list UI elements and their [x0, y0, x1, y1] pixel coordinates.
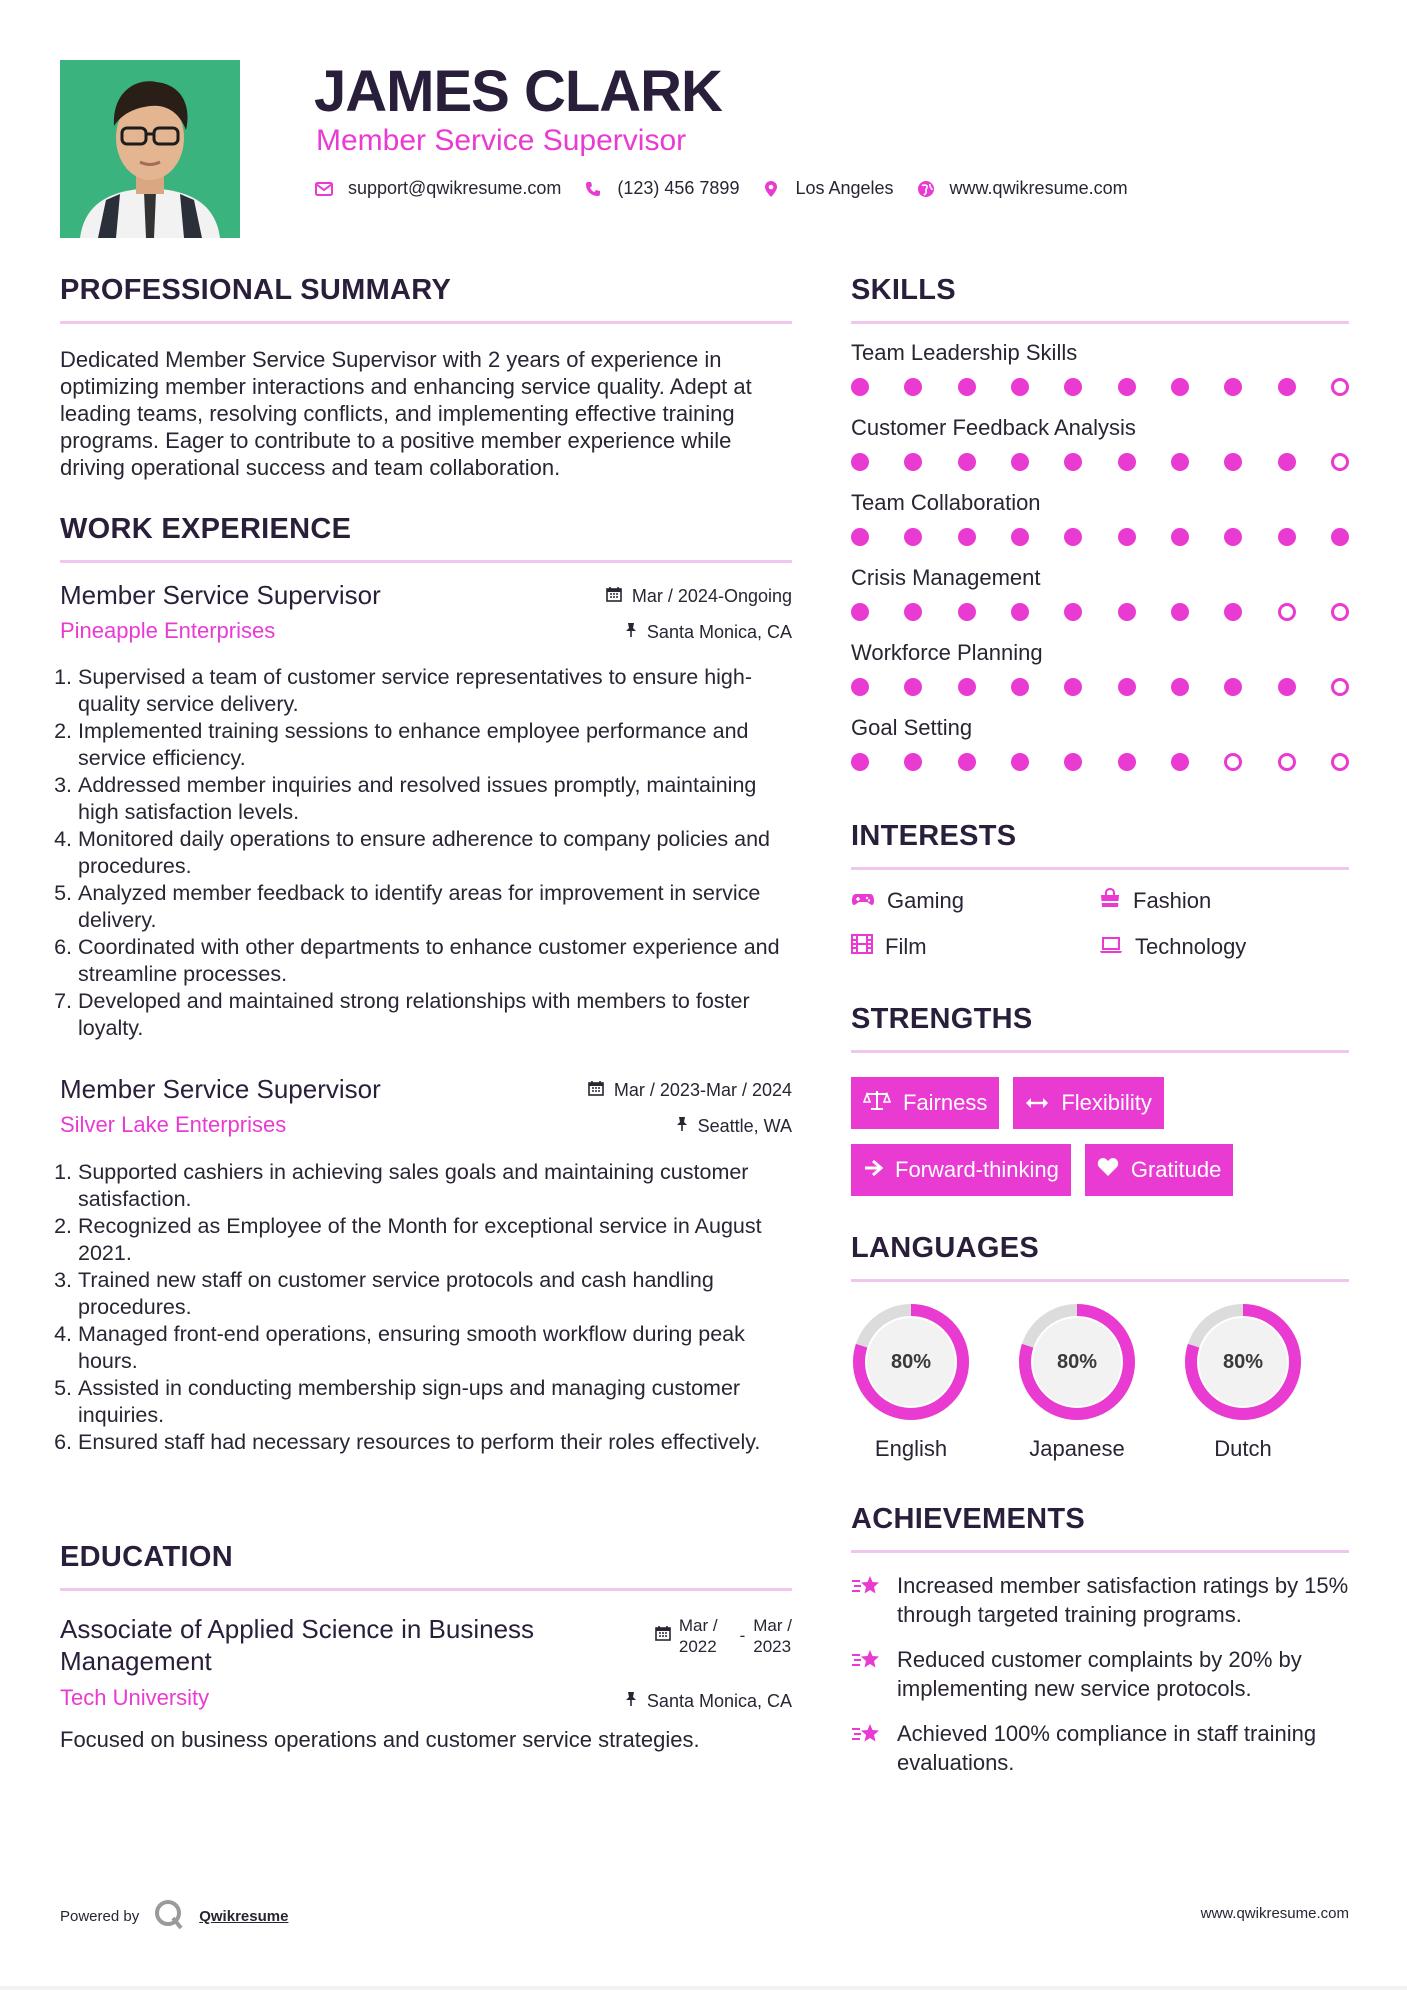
rating-dot-filled — [1171, 753, 1189, 771]
rating-dot-filled — [1171, 453, 1189, 471]
rating-dot-filled — [1118, 378, 1136, 396]
summary-text: Dedicated Member Service Supervisor with 2 years of experience in optimizing member interactions and enhancing service quality. Adept at leading teams, resolving conflicts, and implementing effective training programs. Eager to contribute to a positive member experience while driving operational success and team collaboration. — [60, 347, 752, 480]
calendar-icon — [606, 586, 622, 607]
rating-dot-filled — [851, 678, 869, 696]
strength-chip — [1013, 1077, 1163, 1129]
achievement-text: Reduced customer complaints by 20% by implementing new service protocols. — [897, 1647, 1302, 1701]
list-item: 2. Implemented training sessions to enhance employee performance and service efficiency. — [78, 718, 792, 772]
job-date — [588, 1080, 792, 1101]
language-progress-ring — [851, 1302, 971, 1422]
skill-rating — [851, 595, 1349, 640]
qwikresume-logo-icon — [153, 1898, 185, 1934]
strength-label: Forward-thinking — [895, 1157, 1059, 1182]
arrows-horizontal-icon — [1025, 1090, 1049, 1116]
rating-dot-empty — [1331, 378, 1349, 396]
list-item: 5. Analyzed member feedback to identify areas for improvement in service delivery. — [78, 880, 792, 934]
language-progress-ring — [1183, 1302, 1303, 1422]
school-name: Tech University — [60, 1685, 210, 1710]
skill-name: Crisis Management — [851, 565, 1041, 590]
rating-dot-filled — [958, 528, 976, 546]
degree-line: Management — [60, 1646, 212, 1676]
list-item: 1. Supervised a team of customer service representatives to ensure high-quality service delivery. — [78, 664, 792, 718]
list-item: 3. Trained new staff on customer service protocols and cash handling procedures. — [78, 1267, 792, 1321]
rating-dot-filled — [958, 378, 976, 396]
rating-dot-filled — [1064, 528, 1082, 546]
experience-section — [60, 513, 792, 563]
laptop-icon — [1099, 934, 1123, 960]
strengths-section — [851, 1003, 1349, 1196]
language-percent: 80% — [1056, 1350, 1098, 1373]
skill-rating — [851, 370, 1349, 415]
rating-dot-empty — [1331, 603, 1349, 621]
job-entry — [60, 580, 792, 1042]
language-item — [1183, 1302, 1303, 1462]
rating-dot-empty — [1331, 453, 1349, 471]
skill-item — [851, 715, 1349, 790]
gamepad-icon — [851, 888, 875, 914]
powered-by-text: Powered by — [60, 1907, 140, 1925]
list-item: 4. Managed front-end operations, ensuring smooth workflow during peak hours. — [78, 1321, 792, 1375]
education-description: Focused on business operations and customer service strategies. — [60, 1727, 700, 1752]
rating-dot-empty — [1331, 678, 1349, 696]
rating-dot-filled — [904, 678, 922, 696]
rating-dot-filled — [1011, 453, 1029, 471]
language-item — [1017, 1302, 1137, 1462]
list-item: 6. Coordinated with other departments to enhance customer experience and streamline processes. — [78, 934, 792, 988]
interest-item — [1099, 934, 1349, 960]
list-item: 1. Supported cashiers in achieving sales goals and maintaining customer satisfaction. — [78, 1159, 792, 1213]
list-item: 4. Monitored daily operations to ensure adherence to company policies and procedures. — [78, 826, 792, 880]
duties-list — [60, 664, 792, 1042]
arrow-right-icon — [863, 1157, 883, 1183]
achievement-item — [851, 1571, 1349, 1629]
languages-heading: LANGUAGES — [851, 1232, 1039, 1264]
end-date — [753, 1615, 792, 1657]
skill-name: Team Collaboration — [851, 490, 1041, 515]
rating-dot-filled — [1064, 753, 1082, 771]
skill-item — [851, 640, 1349, 715]
list-item: 7. Developed and maintained strong relationships with members to foster loyalty. — [78, 988, 792, 1042]
strength-label: Fairness — [903, 1090, 988, 1115]
rating-dot-filled — [1011, 528, 1029, 546]
profile-photo — [60, 60, 240, 238]
languages-list — [851, 1302, 1349, 1462]
rating-dot-empty — [1278, 753, 1296, 771]
skill-name: Team Leadership Skills — [851, 340, 1078, 365]
skill-rating — [851, 745, 1349, 790]
skill-item — [851, 490, 1349, 565]
rating-dot-filled — [1118, 678, 1136, 696]
rating-dot-filled — [1278, 378, 1296, 396]
rating-dot-filled — [1064, 678, 1082, 696]
phone-text: (123) 456 7899 — [617, 178, 740, 198]
footer-branding — [60, 1898, 288, 1934]
skill-item — [851, 415, 1349, 490]
rating-dot-filled — [1064, 603, 1082, 621]
interest-label: Gaming — [887, 888, 965, 913]
list-item: 6. Ensured staff had necessary resources to perform their roles effectively. — [78, 1429, 792, 1456]
skill-name: Customer Feedback Analysis — [851, 415, 1136, 440]
list-item: 2. Recognized as Employee of the Month for exceptional service in August 2021. — [78, 1213, 792, 1267]
achievements-heading: ACHIEVEMENTS — [851, 1503, 1086, 1535]
heart-icon — [1097, 1157, 1119, 1183]
date-part: 2022 — [678, 1637, 717, 1656]
shooting-star-icon — [851, 1571, 881, 1629]
language-name: Japanese — [1029, 1436, 1125, 1461]
rating-dot-filled — [1064, 378, 1082, 396]
rating-dot-filled — [1171, 528, 1189, 546]
rating-dot-filled — [1011, 378, 1029, 396]
rating-dot-filled — [1278, 453, 1296, 471]
calendar-icon — [655, 1615, 671, 1646]
job-date-text: Mar / 2024-Ongoing — [631, 586, 792, 606]
skills-heading: SKILLS — [851, 274, 956, 306]
interest-label: Film — [885, 934, 927, 959]
rating-dot-filled — [958, 678, 976, 696]
achievement-item — [851, 1719, 1349, 1777]
skill-item — [851, 340, 1349, 415]
rating-dot-filled — [904, 528, 922, 546]
phone-icon — [583, 179, 603, 199]
rating-dot-filled — [1118, 603, 1136, 621]
education-location-text: Santa Monica, CA — [646, 1691, 792, 1711]
date-part: 2023 — [753, 1637, 792, 1656]
strength-label: Flexibility — [1061, 1090, 1152, 1115]
skills-list — [851, 340, 1349, 790]
experience-heading: WORK EXPERIENCE — [60, 513, 352, 545]
education-location — [625, 1691, 792, 1712]
interests-section — [851, 820, 1349, 960]
achievement-text: Achieved 100% compliance in staff training evaluations. — [897, 1721, 1317, 1775]
calendar-icon — [588, 1080, 604, 1101]
rating-dot-filled — [1331, 528, 1349, 546]
interest-item — [851, 934, 1099, 960]
language-percent: 80% — [1222, 1350, 1264, 1373]
brand-link[interactable]: Qwikresume — [199, 1907, 289, 1925]
rating-dot-filled — [1118, 753, 1136, 771]
candidate-name: JAMES CLARK — [314, 59, 722, 124]
summary-section — [60, 274, 792, 481]
rating-dot-empty — [1224, 753, 1242, 771]
start-date — [679, 1615, 718, 1657]
section-divider — [851, 867, 1349, 870]
rating-dot-filled — [1224, 528, 1242, 546]
rating-dot-filled — [1224, 453, 1242, 471]
rating-dot-filled — [1224, 378, 1242, 396]
envelope-icon — [314, 179, 334, 199]
rating-dot-filled — [904, 753, 922, 771]
job-date-text: Mar / 2023-Mar / 2024 — [613, 1080, 792, 1100]
footer-website-link[interactable]: www.qwikresume.com — [1200, 1905, 1349, 1922]
shooting-star-icon — [851, 1645, 881, 1703]
strength-label: Gratitude — [1130, 1157, 1222, 1182]
rating-dot-filled — [958, 753, 976, 771]
rating-dot-filled — [1171, 678, 1189, 696]
skill-rating — [851, 445, 1349, 490]
degree-line: Associate of Applied Science in Business — [60, 1614, 535, 1644]
rating-dot-filled — [1278, 528, 1296, 546]
shopping-bag-icon — [1099, 888, 1121, 914]
rating-dot-filled — [904, 603, 922, 621]
summary-heading: PROFESSIONAL SUMMARY — [60, 274, 452, 306]
rating-dot-filled — [851, 753, 869, 771]
candidate-title: Member Service Supervisor — [316, 124, 687, 157]
strength-chip — [851, 1077, 999, 1129]
email-text: support@qwikresume.com — [348, 178, 562, 198]
education-heading: EDUCATION — [60, 1541, 233, 1573]
skill-name: Workforce Planning — [851, 640, 1043, 665]
skill-name: Goal Setting — [851, 715, 973, 740]
job-date — [606, 586, 792, 607]
section-divider — [60, 560, 792, 563]
rating-dot-filled — [904, 378, 922, 396]
skills-section — [851, 274, 1349, 790]
rating-dot-filled — [1011, 753, 1029, 771]
rating-dot-filled — [1064, 453, 1082, 471]
interest-label: Fashion — [1133, 888, 1212, 913]
section-divider — [851, 1279, 1349, 1282]
rating-dot-empty — [1331, 753, 1349, 771]
skill-rating — [851, 670, 1349, 715]
strengths-list — [851, 1077, 1349, 1196]
section-divider — [851, 1050, 1349, 1053]
job-location-text: Santa Monica, CA — [646, 622, 792, 642]
rating-dot-filled — [1278, 678, 1296, 696]
job-location — [676, 1116, 792, 1137]
education-section — [60, 1541, 792, 1753]
skill-rating — [851, 520, 1349, 565]
balance-scale-icon — [863, 1089, 891, 1117]
achievements-list — [851, 1571, 1349, 1777]
skill-item — [851, 565, 1349, 640]
interest-item — [1099, 888, 1349, 914]
job-title: Member Service Supervisor — [60, 1074, 381, 1104]
globe-icon — [916, 179, 936, 199]
language-name: English — [874, 1436, 948, 1461]
rating-dot-filled — [851, 378, 869, 396]
bottom-divider — [0, 1986, 1407, 1990]
pushpin-icon — [625, 622, 637, 643]
degree-title — [60, 1613, 534, 1677]
language-percent: 80% — [890, 1350, 932, 1373]
rating-dot-filled — [904, 453, 922, 471]
job-location-text: Seattle, WA — [697, 1116, 792, 1136]
section-divider — [60, 321, 792, 324]
contact-bar — [314, 178, 1138, 199]
rating-dot-empty — [1278, 603, 1296, 621]
pushpin-icon — [625, 1691, 637, 1712]
achievement-text: Increased member satisfaction ratings by 15% through targeted training programs. — [897, 1573, 1349, 1627]
contact-location — [761, 178, 893, 199]
language-name: Dutch — [1214, 1436, 1272, 1461]
section-divider — [851, 321, 1349, 324]
rating-dot-filled — [851, 603, 869, 621]
job-company: Silver Lake Enterprises — [60, 1112, 287, 1137]
date-part: Mar / — [753, 1616, 792, 1635]
job-title: Member Service Supervisor — [60, 580, 381, 610]
section-divider — [851, 1550, 1349, 1553]
pushpin-icon — [676, 1116, 688, 1137]
list-item: 3. Addressed member inquiries and resolved issues promptly, maintaining high satisfaction levels. — [78, 772, 792, 826]
contact-email[interactable] — [314, 178, 561, 199]
map-pin-icon — [761, 179, 781, 199]
language-progress-ring — [1017, 1302, 1137, 1422]
strengths-heading: STRENGTHS — [851, 1003, 1033, 1035]
achievement-item — [851, 1645, 1349, 1703]
strength-chip — [1085, 1144, 1234, 1196]
education-dates — [655, 1615, 792, 1657]
rating-dot-filled — [958, 603, 976, 621]
rating-dot-filled — [1224, 603, 1242, 621]
job-entry — [60, 1074, 792, 1456]
achievements-section — [851, 1503, 1349, 1793]
rating-dot-filled — [1224, 678, 1242, 696]
job-location — [625, 622, 792, 643]
rating-dot-filled — [1011, 678, 1029, 696]
contact-website[interactable] — [916, 178, 1128, 199]
website-text: www.qwikresume.com — [949, 178, 1128, 198]
rating-dot-filled — [1118, 528, 1136, 546]
date-dash: - — [739, 1626, 746, 1645]
film-icon — [851, 934, 873, 960]
strength-chip — [851, 1144, 1071, 1196]
rating-dot-filled — [1171, 603, 1189, 621]
rating-dot-filled — [1118, 453, 1136, 471]
interest-label: Technology — [1135, 934, 1247, 959]
language-item — [851, 1302, 971, 1462]
interest-item — [851, 888, 1099, 914]
shooting-star-icon — [851, 1719, 881, 1777]
list-item: 5. Assisted in conducting membership sign-ups and managing customer inquiries. — [78, 1375, 792, 1429]
contact-phone[interactable] — [583, 178, 739, 199]
interests-heading: INTERESTS — [851, 820, 1017, 852]
rating-dot-filled — [851, 528, 869, 546]
rating-dot-filled — [1011, 603, 1029, 621]
job-company: Pineapple Enterprises — [60, 618, 276, 643]
rating-dot-filled — [1171, 378, 1189, 396]
languages-section — [851, 1232, 1349, 1462]
location-text: Los Angeles — [795, 178, 894, 198]
section-divider — [60, 1588, 792, 1591]
rating-dot-filled — [958, 453, 976, 471]
rating-dot-filled — [851, 453, 869, 471]
interests-list — [851, 888, 1349, 960]
date-part: Mar / — [678, 1616, 718, 1635]
duties-list — [60, 1159, 792, 1456]
